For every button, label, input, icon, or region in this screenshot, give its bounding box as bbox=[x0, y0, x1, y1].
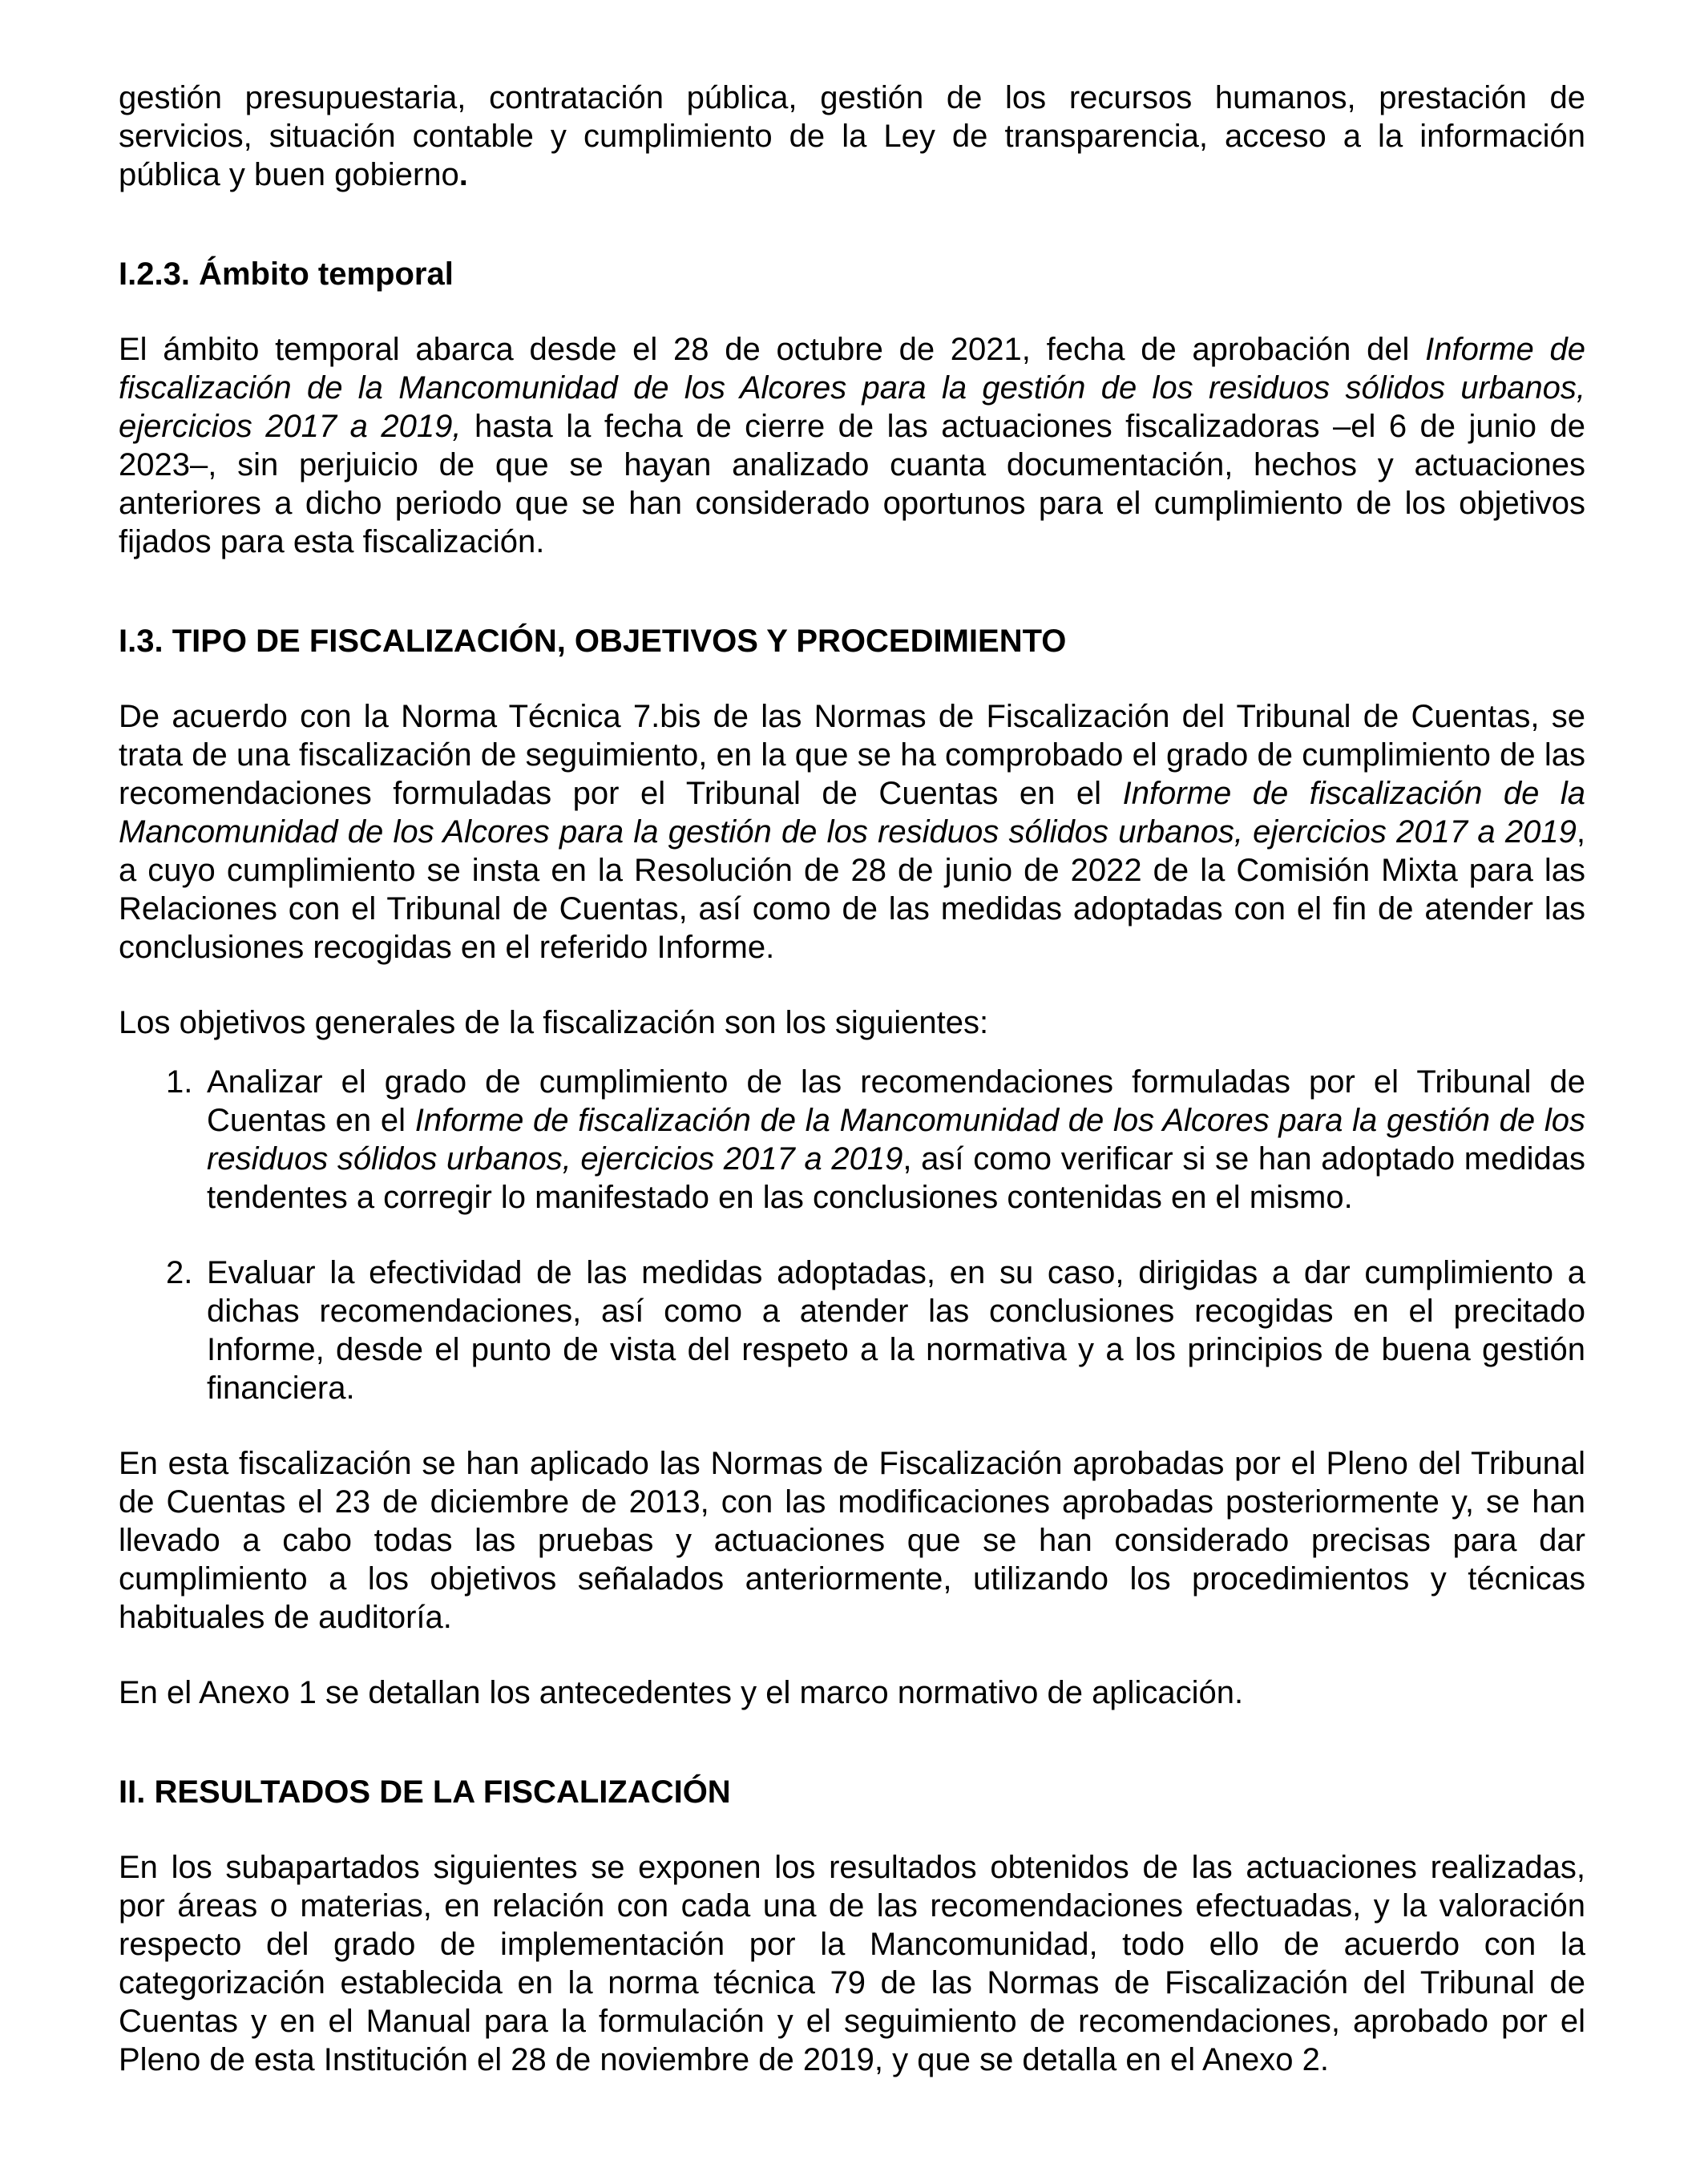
paragraph-continuation bbox=[119, 79, 1585, 194]
heading-ambito-temporal: I.2.3. Ámbito temporal bbox=[119, 256, 454, 292]
list-item-1-number: 1. bbox=[166, 1064, 193, 1100]
list-item-2-text: Evaluar la efectividad de las medidas adoptadas, en su caso, dirigidas a dar cumplimiento a dichas recomendaciones, así como a atender las conclusiones recogidas en el precitado Informe, desde el punto de vista del respeto a la normativa y a los principios de buena gestión financiera. bbox=[207, 1255, 1585, 1406]
list-item-2 bbox=[119, 1253, 1585, 1407]
tipo-text-2: , a cuyo cumplimiento se insta en la Resolución de 28 de junio de 2022 de la Comisión Mixta para las Relaciones con el Tribunal de Cuentas, así como de las medidas adoptadas con el fin de atender las conclusiones recogidas en el referido Informe. bbox=[119, 814, 1585, 965]
paragraph-anexo-1: En el Anexo 1 se detallan los antecedentes y el marco normativo de aplicación. bbox=[119, 1675, 1244, 1710]
list-item-2-number: 2. bbox=[166, 1255, 193, 1290]
list-item-1-report-title-italic: Informe de fiscalización de la Mancomunidad de los Alcores para la gestión de los residuos sólidos urbanos, ejercicios 2017 a 2019 bbox=[207, 1103, 1586, 1177]
heading-resultados-fiscalizacion: II. RESULTADOS DE LA FISCALIZACIÓN bbox=[119, 1774, 731, 1810]
bold-period: . bbox=[458, 157, 468, 192]
ambito-text-1: El ámbito temporal abarca desde el 28 de octubre de 2021, fecha de aprobación del bbox=[119, 332, 1426, 367]
list-item-1-text-2: , así como verificar si se han adoptado medidas tendentes a corregir lo manifestado en las conclusiones contenidas en el mismo. bbox=[207, 1141, 1586, 1215]
paragraph-resultados: En los subapartados siguientes se exponen los resultados obtenidos de las actuaciones realizadas, por áreas o materias, en relación con cada una de las recomendaciones efectuadas, y la valoración respecto del grado de implementación por la Mancomunidad, todo ello de acuerdo con la categorización establecida en la norma técnica 79 de las Normas de Fiscalización del Tribunal de Cuentas y en el Manual para la formulación y el seguimiento de recomendaciones, aprobado por el Pleno de esta Institución el 28 de noviembre de 2019, y que se detalla en el Anexo 2. bbox=[119, 1850, 1585, 2077]
paragraph-tipo-fiscalizacion bbox=[119, 697, 1585, 967]
ambito-text-2: hasta la fecha de cierre de las actuaciones fiscalizadoras –el 6 de junio de 2023–, sin perjuicio de que se hayan analizado cuanta documentación, hechos y actuaciones anteriores a dicho periodo que se han considerado oportunos para el cumplimiento de los objetivos fijados para esta fiscalización. bbox=[119, 409, 1585, 559]
paragraph-normas-fiscalizacion: En esta fiscalización se han aplicado las Normas de Fiscalización aprobadas por el Pleno del Tribunal de Cuentas el 23 de diciembre de 2013, con las modificaciones aprobadas posteriormente y, se han llevado a cabo todas las pruebas y actuaciones que se han considerado precisas para dar cumplimiento a los objetivos señalados anteriormente, utilizando los procedimientos y técnicas habituales de auditoría. bbox=[119, 1446, 1585, 1635]
paragraph-continuation-text: gestión presupuestaria, contratación pública, gestión de los recursos humanos, prestación de servicios, situación contable y cumplimiento de la Ley de transparencia, acceso a la información pública y buen gobierno bbox=[119, 80, 1585, 192]
tipo-report-title-italic: Informe de fiscalización de la Mancomunidad de los Alcores para la gestión de los residuos sólidos urbanos, ejercicios 2017 a 2019 bbox=[119, 776, 1585, 850]
tipo-text-1: De acuerdo con la Norma Técnica 7.bis de las Normas de Fiscalización del Tribunal de Cuentas, se trata de una fiscalización de seguimiento, en la que se ha comprobado el grado de cumplimiento de las recomendaciones formuladas por el Tribunal de Cuentas en el bbox=[119, 699, 1585, 811]
list-item-1 bbox=[119, 1063, 1585, 1217]
heading-tipo-fiscalizacion: I.3. TIPO DE FISCALIZACIÓN, OBJETIVOS Y PROCEDIMIENTO bbox=[119, 624, 1067, 659]
paragraph-ambito-temporal bbox=[119, 330, 1585, 561]
ambito-report-title-italic: Informe de fiscalización de la Mancomunidad de los Alcores para la gestión de los residuos sólidos urbanos, ejercicios 2017 a 2019, bbox=[119, 332, 1585, 444]
list-item-1-text-1: Analizar el grado de cumplimiento de las recomendaciones formuladas por el Tribunal de Cuentas en el bbox=[207, 1064, 1585, 1138]
paragraph-objetivos-intro: Los objetivos generales de la fiscalización son los siguientes: bbox=[119, 1005, 989, 1040]
